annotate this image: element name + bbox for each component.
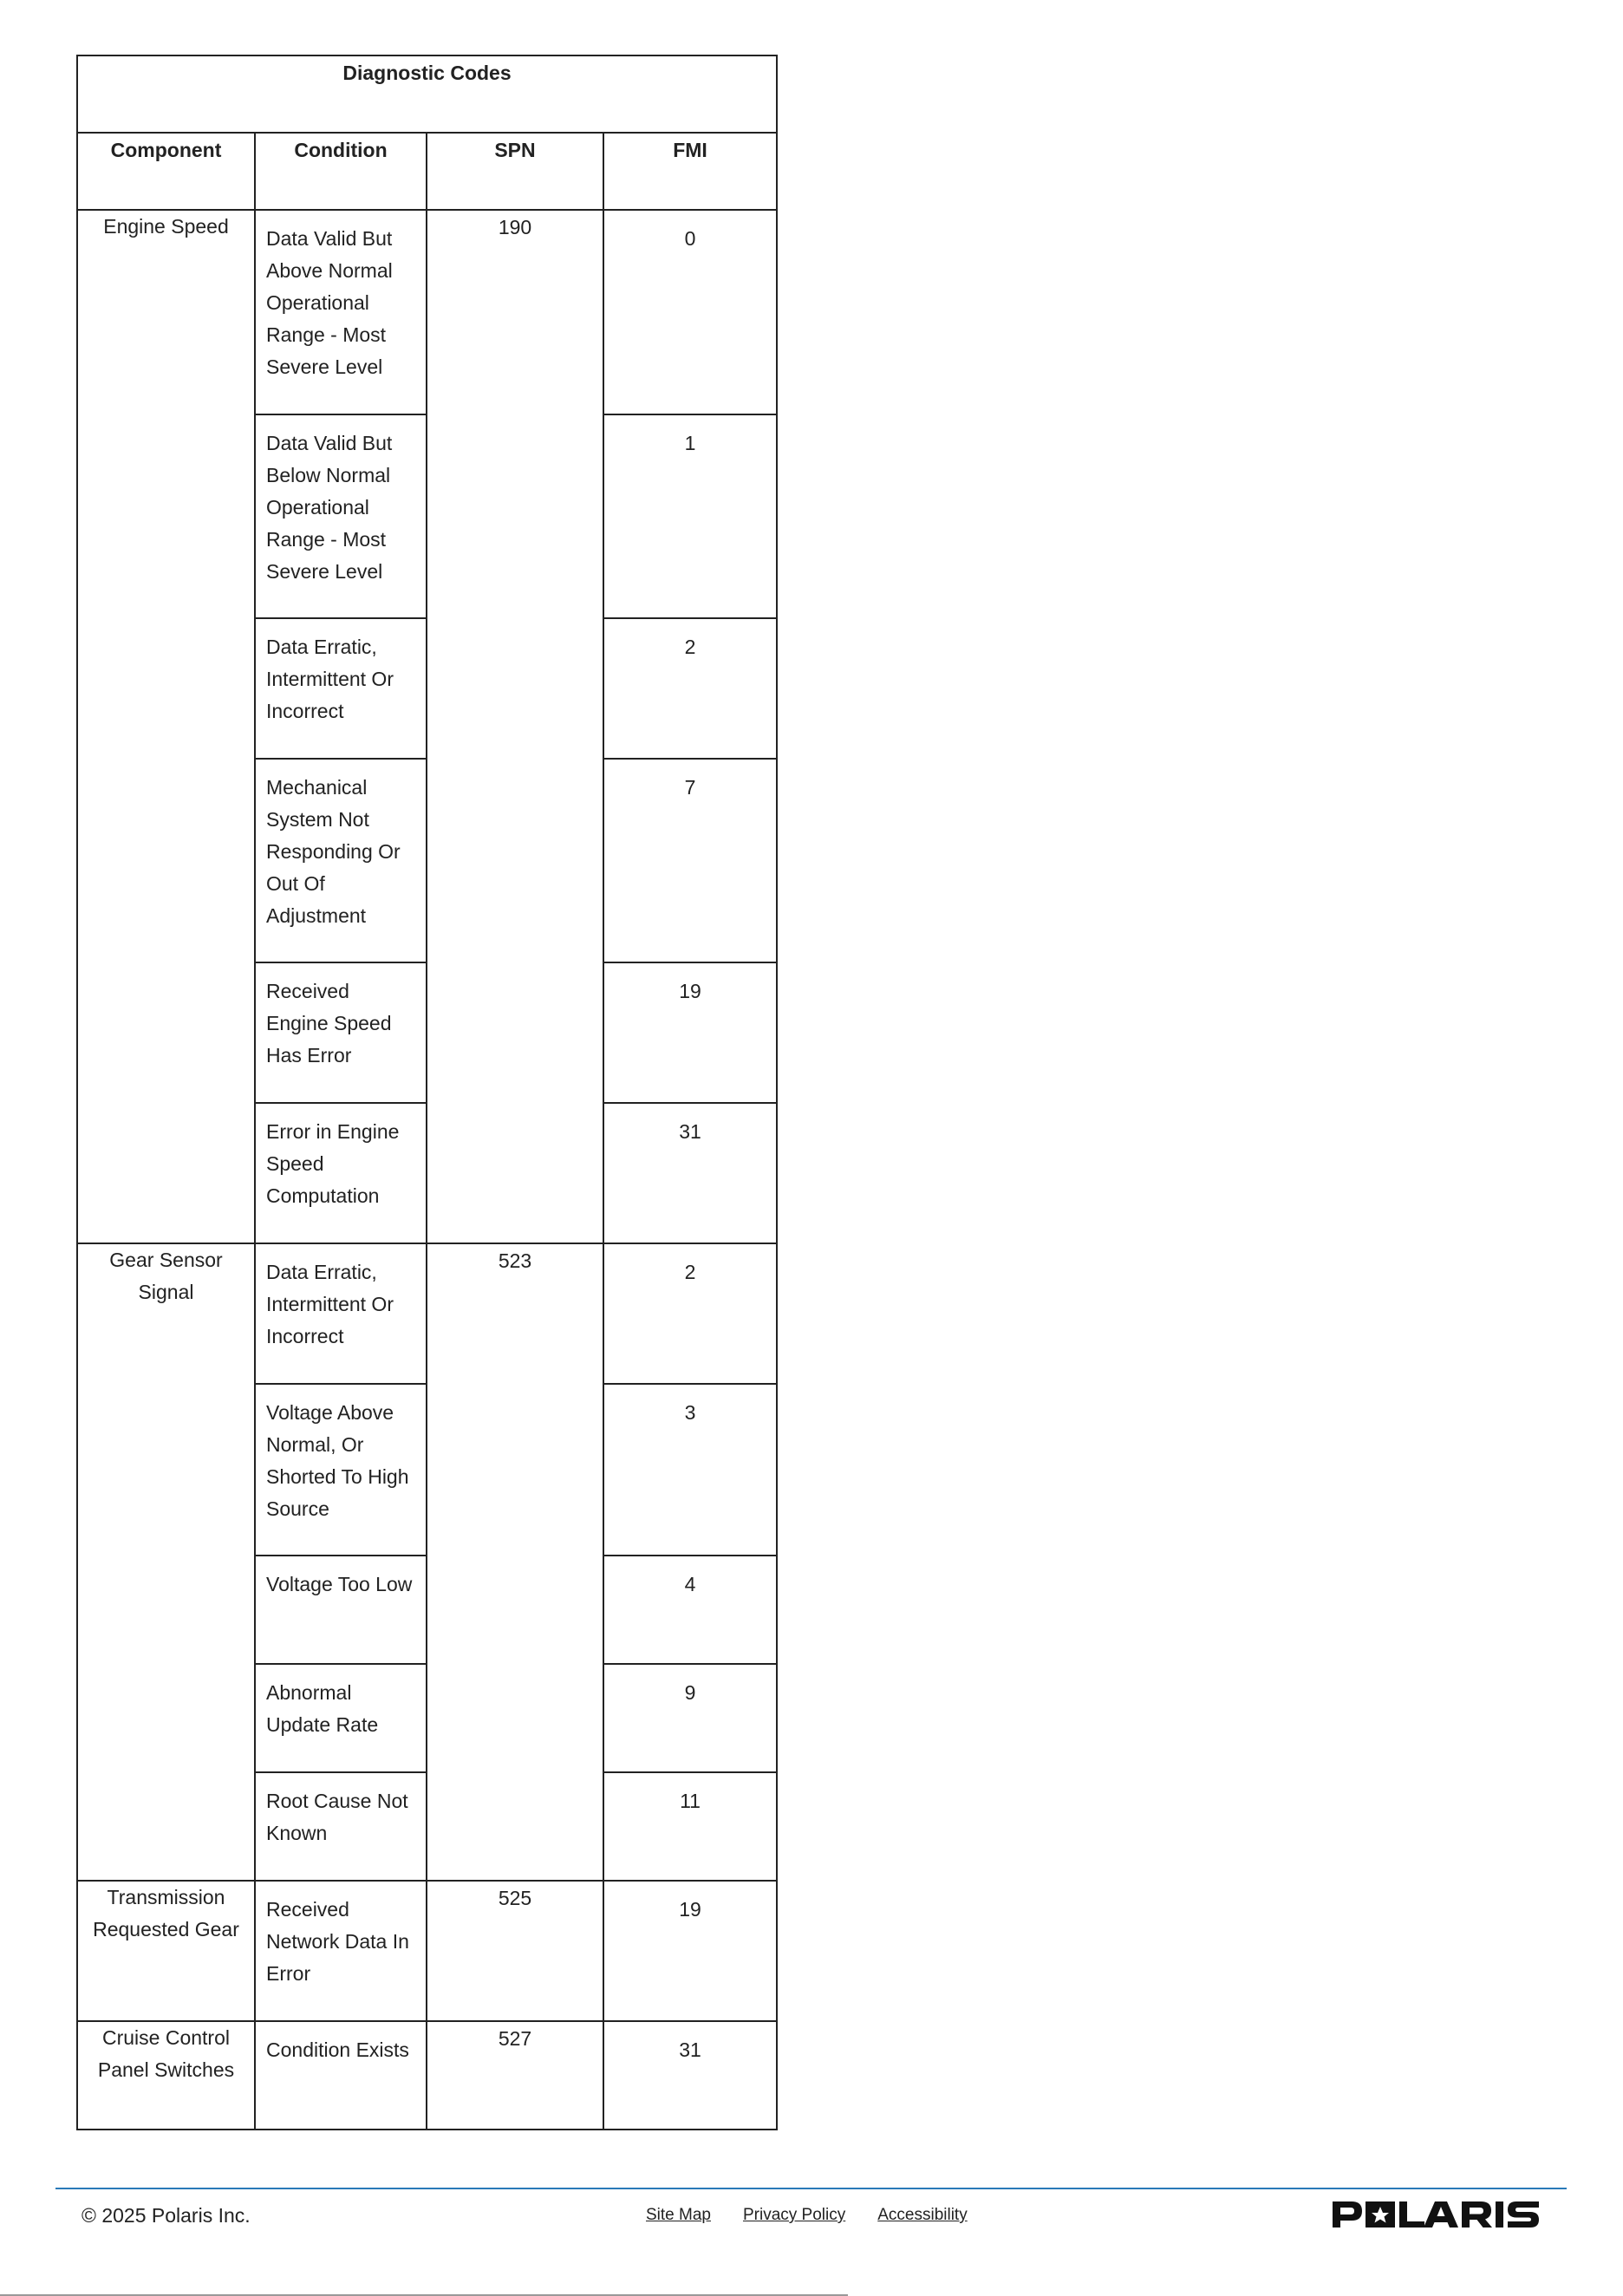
component-cell: Transmission Requested Gear — [77, 1881, 255, 2021]
fmi-cell: 2 — [603, 618, 777, 759]
spn-cell: 190 — [427, 210, 603, 1243]
condition-cell: Received Engine Speed Has Error — [255, 962, 427, 1103]
privacy-policy-link[interactable]: Privacy Policy — [742, 2206, 846, 2224]
fmi-cell: 31 — [603, 1103, 777, 1243]
component-cell: Engine Speed — [77, 210, 255, 1243]
fmi-cell: 19 — [603, 962, 777, 1103]
condition-cell: Condition Exists — [255, 2021, 427, 2130]
fmi-cell: 7 — [603, 759, 777, 962]
fmi-cell: 31 — [603, 2021, 777, 2130]
fmi-cell: 4 — [603, 1556, 777, 1664]
fmi-cell: 9 — [603, 1664, 777, 1772]
fmi-cell: 19 — [603, 1881, 777, 2021]
condition-cell: Data Erratic, Intermittent Or Incorrect — [255, 1243, 427, 1384]
condition-cell: Abnormal Update Rate — [255, 1664, 427, 1772]
fmi-cell: 0 — [603, 210, 777, 414]
table-row — [77, 1881, 777, 2021]
footer-divider — [55, 2188, 1567, 2189]
header-component: Component — [77, 133, 255, 210]
condition-cell: Received Network Data In Error — [255, 1881, 427, 2021]
fmi-cell: 3 — [603, 1384, 777, 1556]
spn-cell: 527 — [427, 2021, 603, 2130]
copyright-text: © 2025 Polaris Inc. — [81, 2204, 251, 2227]
table-row — [77, 210, 777, 414]
table-row — [77, 2021, 777, 2130]
fmi-cell: 1 — [603, 414, 777, 618]
table-row — [77, 1243, 777, 1384]
condition-cell: Error in Engine Speed Computation — [255, 1103, 427, 1243]
header-spn: SPN — [427, 133, 603, 210]
condition-cell: Data Valid But Above Normal Operational Range - Most Severe Level — [255, 210, 427, 414]
condition-cell: Voltage Too Low — [255, 1556, 427, 1664]
header-condition: Condition — [255, 133, 427, 210]
table-title: Diagnostic Codes — [77, 55, 777, 133]
component-cell: Cruise Control Panel Switches — [77, 2021, 255, 2130]
component-cell: Gear Sensor Signal — [77, 1243, 255, 1881]
condition-cell: Mechanical System Not Responding Or Out Of Adjustment — [255, 759, 427, 962]
condition-cell: Root Cause Not Known — [255, 1772, 427, 1881]
footer-links — [646, 2202, 968, 2228]
fmi-cell: 2 — [603, 1243, 777, 1384]
polaris-logo[interactable] — [1333, 2198, 1539, 2231]
condition-cell: Data Erratic, Intermittent Or Incorrect — [255, 618, 427, 759]
spn-cell: 523 — [427, 1243, 603, 1881]
site-map-link[interactable]: Site Map — [646, 2206, 711, 2224]
header-fmi: FMI — [603, 133, 777, 210]
accessibility-link[interactable]: Accessibility — [877, 2206, 968, 2224]
condition-cell: Voltage Above Normal, Or Shorted To High Source — [255, 1384, 427, 1556]
condition-cell: Data Valid But Below Normal Operational Range - Most Severe Level — [255, 414, 427, 618]
diagnostic-codes-table — [76, 55, 778, 2130]
spn-cell: 525 — [427, 1881, 603, 2021]
diagnostic-codes-table-container — [76, 55, 776, 2130]
fmi-cell: 11 — [603, 1772, 777, 1881]
